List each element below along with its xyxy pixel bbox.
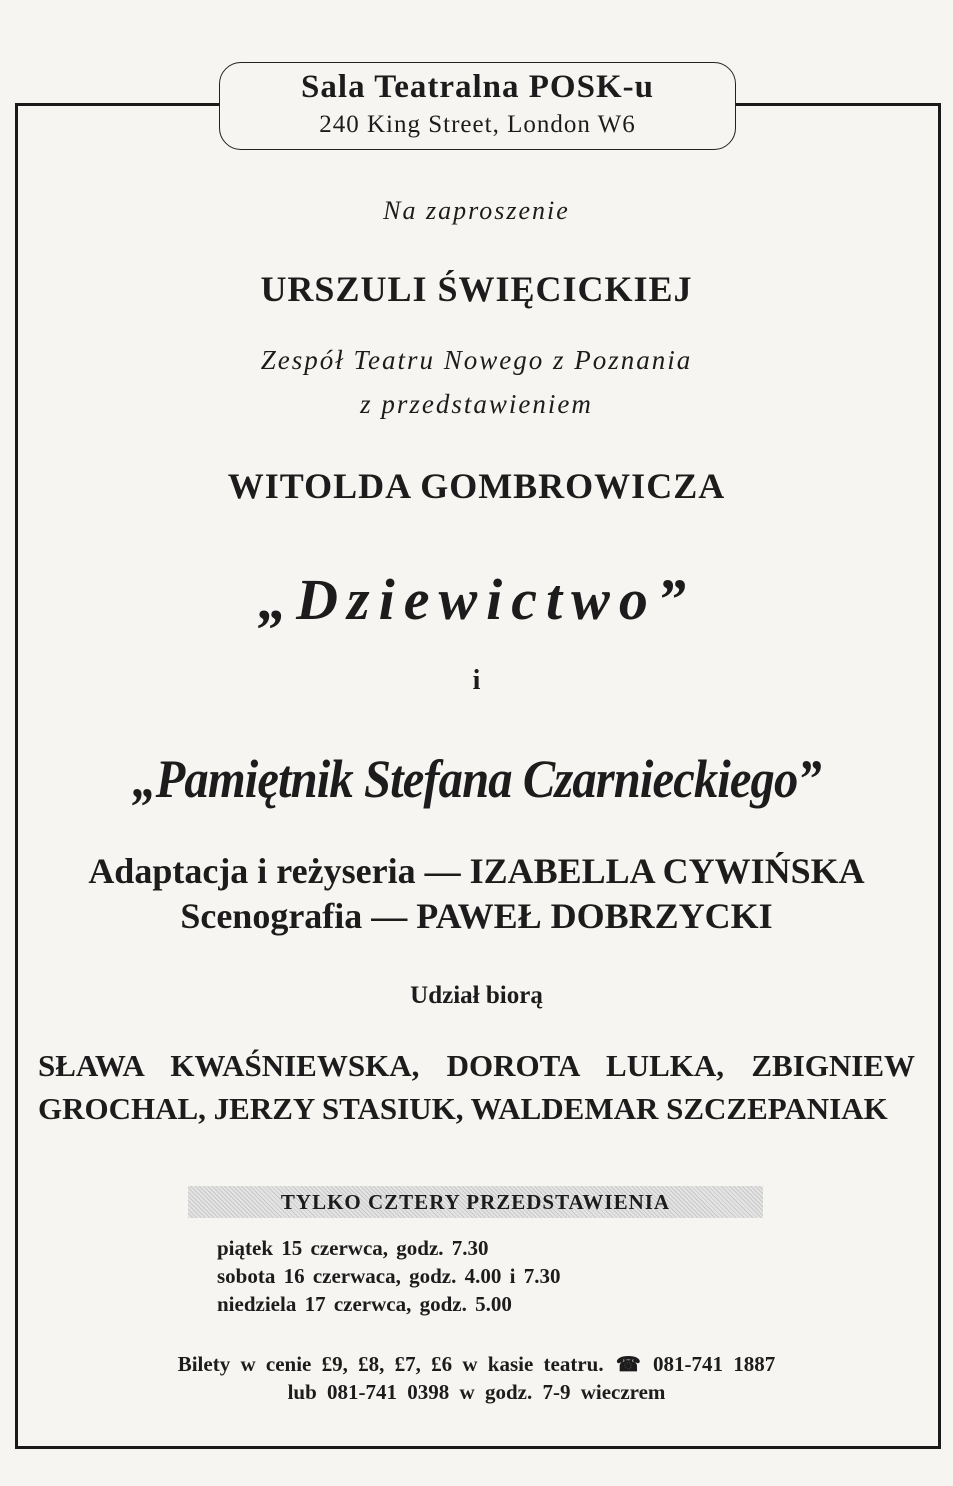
- ticket-info-line-1: [0, 1352, 953, 1377]
- ensemble-line-1: Zespół Teatru Nowego z Poznania: [260, 345, 693, 375]
- venue-box: [219, 62, 736, 150]
- play-title-1: „Dziewictwo”: [258, 567, 695, 632]
- host-name: URSZULI ŚWIĘCICKIEJ: [260, 269, 693, 309]
- credit-direction: Adaptacja i reżyseria — IZABELLA CYWIŃSKA: [88, 851, 865, 891]
- credit-scenography: Scenografia — PAWEŁ DOBRZYCKI: [180, 896, 773, 936]
- cast-line-2: GROCHAL, JERZY STASIUK, WALDEMAR SZCZEPANIAK: [38, 1091, 888, 1126]
- box-office-phone: 081-741 1887: [653, 1352, 776, 1376]
- cast-line-1: SŁAWA KWAŚNIEWSKA, DOROTA LULKA, ZBIGNIEW: [38, 1048, 915, 1083]
- venue-name: Sala Teatralna POSK-u: [301, 69, 654, 105]
- cast-heading: Udział biorą: [410, 982, 543, 1009]
- performances-banner: TYLKO CZTERY PRZEDSTAWIENIA: [188, 1186, 763, 1218]
- conjunction: i: [472, 665, 481, 696]
- ticket-prices: Bilety w cenie £9, £8, £7, £6 w kasie teatru.: [177, 1352, 604, 1376]
- telephone-icon: ☎: [615, 1354, 641, 1376]
- invitation-text: Na zaproszenie: [383, 196, 570, 225]
- play-title-2: „Pamiętnik Stefana Czarnieckiego”: [132, 749, 821, 809]
- author-name: WITOLDA GOMBROWICZA: [227, 466, 726, 506]
- ensemble-line-2: z przedstawieniem: [360, 389, 593, 419]
- schedule-item: sobota 16 czerwaca, godz. 4.00 i 7.30: [217, 1264, 561, 1288]
- venue-address: 240 King Street, London W6: [319, 111, 636, 138]
- schedule-item: piątek 15 czerwca, godz. 7.30: [217, 1236, 489, 1260]
- ticket-info-line-2: lub 081-741 0398 w godz. 7-9 wieczrem: [287, 1380, 666, 1404]
- schedule-item: niedziela 17 czerwca, godz. 5.00: [217, 1292, 512, 1316]
